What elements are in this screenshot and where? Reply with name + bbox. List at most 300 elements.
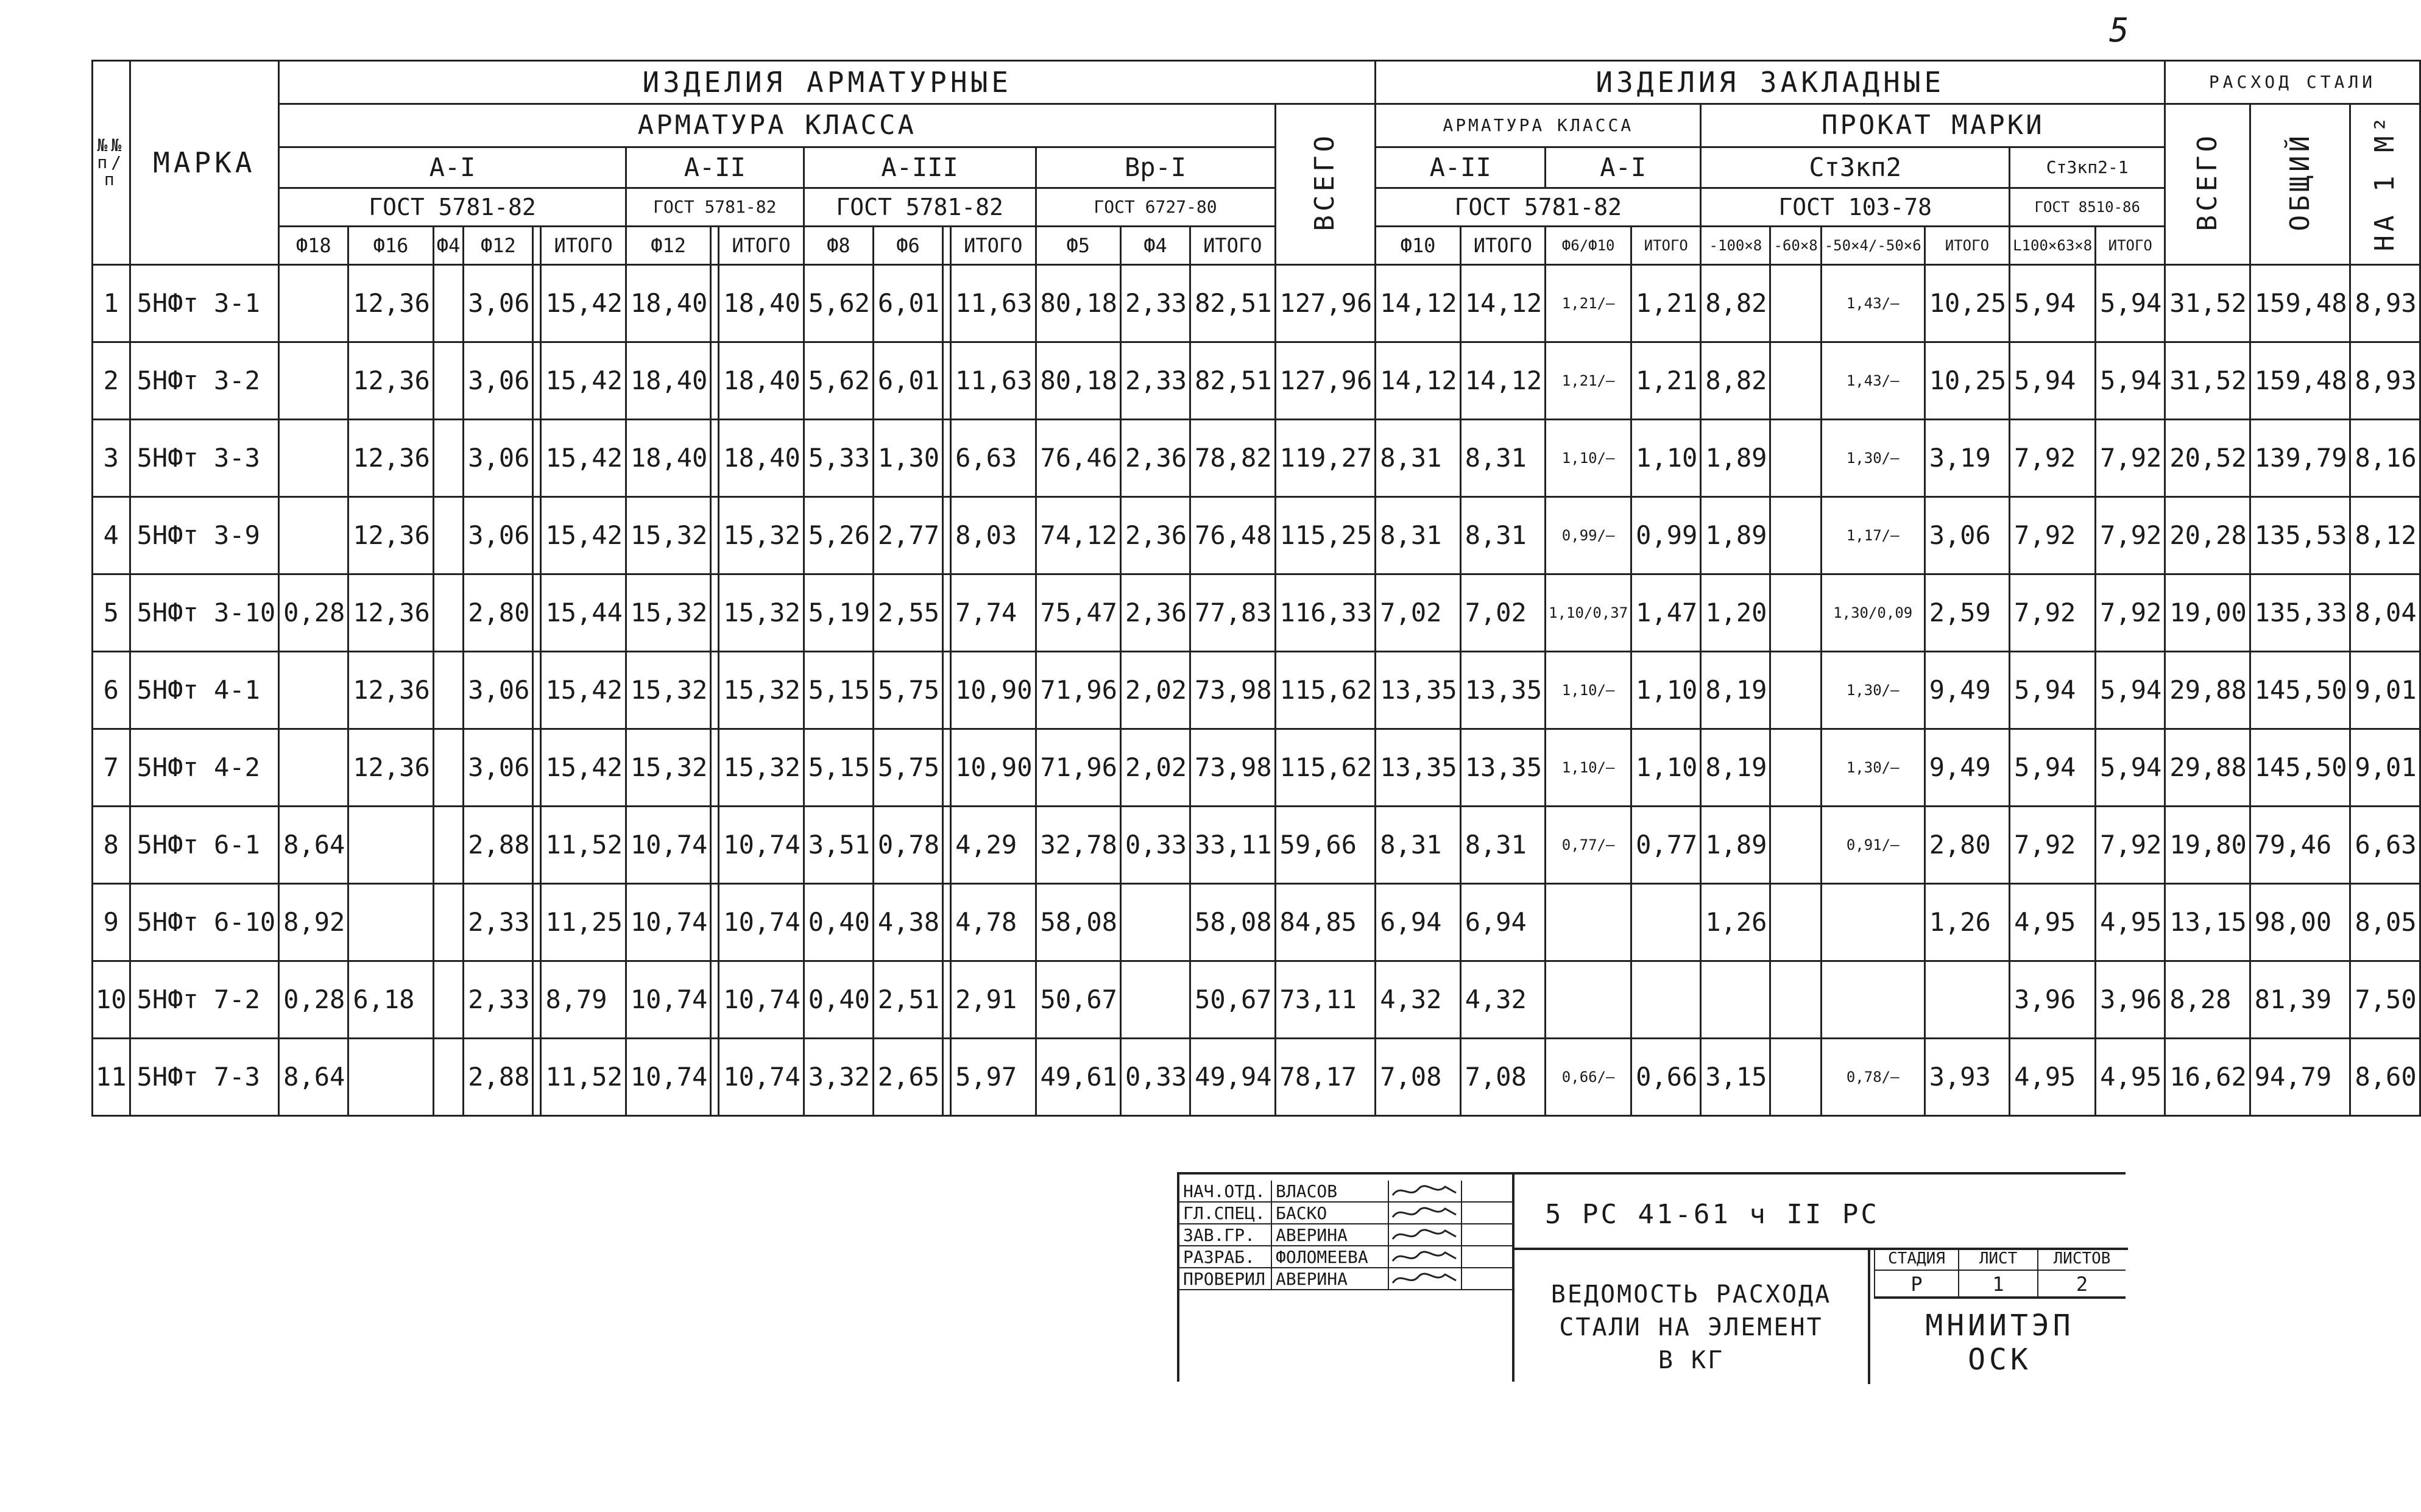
cell-a3 [943, 1039, 951, 1116]
cell-a3: 5,15 [804, 652, 873, 729]
signature-row [1179, 1203, 1514, 1224]
size-header: ИТОГО [2096, 227, 2165, 265]
cell-a3: 10,90 [951, 729, 1036, 807]
row-marka: 5НФт 7-3 [130, 1039, 279, 1116]
cell-a3: 4,38 [873, 884, 942, 961]
cell-st3kp21: 7,92 [2096, 807, 2165, 884]
cell-a1 [533, 729, 541, 807]
table-row [93, 265, 2420, 342]
cell-a1 [433, 420, 464, 497]
title-line: СТАЛИ НА ЭЛЕМЕНТ [1559, 1313, 1823, 1341]
cell-bp1: 76,46 [1036, 420, 1120, 497]
cell-st3kp2 [1770, 729, 1821, 807]
header-marka: МАРКА [130, 61, 279, 265]
signature-block [1179, 1175, 1514, 1382]
header-vsego-2-text: ВСЕГО [2191, 132, 2223, 231]
class-emb-a2: А-II [1376, 147, 1546, 188]
handwritten-signature [1388, 1181, 1462, 1203]
size-header: Ф12 [626, 227, 710, 265]
cell-bp1: 82,51 [1190, 342, 1275, 420]
cell-st3kp21: 5,94 [2010, 652, 2096, 729]
cell-vsego-2: 31,52 [2165, 342, 2250, 420]
cell-obshchiy: 79,46 [2250, 807, 2350, 884]
table-row [93, 652, 2420, 729]
cell-emb-a2: 14,12 [1376, 342, 1460, 420]
cell-a1: 3,06 [464, 420, 533, 497]
cell-a1 [533, 807, 541, 884]
cell-a1: 3,06 [464, 497, 533, 574]
cell-a1: 3,06 [464, 652, 533, 729]
cell-st3kp2 [1770, 497, 1821, 574]
cell-a1 [433, 1039, 464, 1116]
cell-st3kp21: 3,96 [2096, 961, 2165, 1039]
cell-bp1: 2,33 [1120, 265, 1190, 342]
row-number: 5 [93, 574, 130, 652]
row-number: 4 [93, 497, 130, 574]
gost-st3kp21: ГОСТ 8510-86 [2010, 188, 2165, 227]
cell-a3: 1,30 [873, 420, 942, 497]
signature-row [1179, 1224, 1514, 1246]
cell-vsego-2: 20,52 [2165, 420, 2250, 497]
cell-st3kp21: 5,94 [2096, 265, 2165, 342]
cell-st3kp2: 9,49 [1924, 729, 2009, 807]
cell-bp1: 2,02 [1120, 729, 1190, 807]
cell-a2: 10,74 [626, 884, 710, 961]
cell-st3kp2: 0,78/– [1821, 1039, 1924, 1116]
cell-st3kp2: 8,82 [1701, 265, 1770, 342]
class-st3kp2: Ст3кп2 [1701, 147, 2010, 188]
size-header [711, 227, 719, 265]
size-header: Ф18 [279, 227, 348, 265]
cell-emb-a2: 13,35 [1460, 652, 1545, 729]
cell-st3kp2 [1770, 342, 1821, 420]
cell-obshchiy: 145,50 [2250, 729, 2350, 807]
cell-vsego: 115,62 [1275, 729, 1376, 807]
cell-a3: 4,29 [951, 807, 1036, 884]
cell-bp1: 80,18 [1036, 342, 1120, 420]
signature-role: РАЗРАБ. [1183, 1247, 1256, 1267]
cell-bp1: 71,96 [1036, 729, 1120, 807]
cell-a1 [533, 884, 541, 961]
title-line: ВЕДОМОСТЬ РАСХОДА [1550, 1281, 1832, 1309]
cell-emb-a1: 0,66 [1631, 1039, 1701, 1116]
header-number: №№ п/п [93, 61, 130, 265]
cell-st3kp2: 3,06 [1924, 497, 2009, 574]
cell-bp1: 73,98 [1190, 652, 1275, 729]
size-header: Ф5 [1036, 227, 1120, 265]
cell-a1 [433, 961, 464, 1039]
size-header: L100×63×8 [2010, 227, 2096, 265]
size-header [943, 227, 951, 265]
cell-bp1: 2,36 [1120, 497, 1190, 574]
cell-a1: 15,42 [541, 420, 626, 497]
page-number: 5 [2109, 11, 2129, 49]
cell-st3kp2: 1,89 [1701, 807, 1770, 884]
steel-consumption-table [91, 60, 2421, 1117]
cell-a3: 6,01 [873, 342, 942, 420]
cell-a2: 15,32 [626, 652, 710, 729]
cell-a3: 0,40 [804, 961, 873, 1039]
cell-bp1: 75,47 [1036, 574, 1120, 652]
cell-a1: 8,79 [541, 961, 626, 1039]
cell-emb-a2: 7,08 [1376, 1039, 1460, 1116]
cell-a1: 11,25 [541, 884, 626, 961]
cell-st3kp2 [1770, 265, 1821, 342]
cell-st3kp2: 2,59 [1924, 574, 2009, 652]
class-a3: А-III [804, 147, 1036, 188]
cell-st3kp21: 5,94 [2010, 265, 2096, 342]
cell-a2 [711, 652, 719, 729]
cell-bp1: 32,78 [1036, 807, 1120, 884]
signature-row [1179, 1268, 1514, 1290]
cell-vsego-2: 31,52 [2165, 265, 2250, 342]
row-marka: 5НФт 6-1 [130, 807, 279, 884]
header-steel-consumption: РАСХОД СТАЛИ [2165, 61, 2420, 104]
organization-name [1874, 1309, 2126, 1377]
cell-a1 [433, 265, 464, 342]
cell-emb-a1: 0,99 [1631, 497, 1701, 574]
cell-a1: 3,06 [464, 265, 533, 342]
org-line: ОСК [1968, 1343, 2032, 1377]
cell-a2: 18,40 [719, 420, 804, 497]
cell-st3kp2 [1770, 420, 1821, 497]
cell-a2 [711, 961, 719, 1039]
signature-role: ПРОВЕРИЛ [1183, 1269, 1265, 1289]
cell-vsego-2: 29,88 [2165, 652, 2250, 729]
handwritten-signature [1388, 1246, 1462, 1268]
size-header: ИТОГО [1460, 227, 1545, 265]
header-obshchiy-text: ОБЩИЙ [2284, 132, 2316, 231]
cell-bp1: 2,33 [1120, 342, 1190, 420]
cell-a1: 2,33 [464, 884, 533, 961]
cell-emb-a1: 0,99/– [1546, 497, 1631, 574]
cell-emb-a2: 6,94 [1376, 884, 1460, 961]
cell-a1 [279, 420, 348, 497]
row-number: 8 [93, 807, 130, 884]
cell-na-m2: 8,93 [2350, 265, 2420, 342]
cell-a3 [943, 807, 951, 884]
cell-vsego: 115,25 [1275, 497, 1376, 574]
cell-a3: 2,55 [873, 574, 942, 652]
cell-st3kp21: 7,92 [2010, 574, 2096, 652]
cell-emb-a2: 8,31 [1460, 497, 1545, 574]
cell-st3kp2: 1,20 [1701, 574, 1770, 652]
row-marka: 5НФт 4-1 [130, 652, 279, 729]
cell-obshchiy: 135,33 [2250, 574, 2350, 652]
cell-st3kp2: 10,25 [1924, 342, 2009, 420]
cell-a1 [433, 574, 464, 652]
cell-a1: 12,36 [348, 652, 433, 729]
cell-a2: 15,32 [626, 729, 710, 807]
cell-a2: 10,74 [719, 1039, 804, 1116]
cell-emb-a1: 0,66/– [1546, 1039, 1631, 1116]
size-header: -100×8 [1701, 227, 1770, 265]
cell-emb-a1: 1,21/– [1546, 265, 1631, 342]
size-header: Ф6/Ф10 [1546, 227, 1631, 265]
row-number: 6 [93, 652, 130, 729]
cell-bp1: 58,08 [1036, 884, 1120, 961]
class-emb-a1: А-I [1546, 147, 1701, 188]
cell-bp1: 76,48 [1190, 497, 1275, 574]
cell-a2 [711, 807, 719, 884]
cell-a2: 15,32 [719, 652, 804, 729]
cell-na-m2: 8,12 [2350, 497, 2420, 574]
cell-a3: 5,75 [873, 652, 942, 729]
cell-st3kp2 [1701, 961, 1770, 1039]
cell-a3: 7,74 [951, 574, 1036, 652]
cell-a3 [943, 652, 951, 729]
cell-a2: 10,74 [719, 884, 804, 961]
cell-bp1: 2,02 [1120, 652, 1190, 729]
cell-emb-a2: 14,12 [1460, 342, 1545, 420]
cell-a1 [279, 729, 348, 807]
row-marka: 5НФт 3-9 [130, 497, 279, 574]
cell-emb-a2: 13,35 [1376, 652, 1460, 729]
cell-a1: 12,36 [348, 497, 433, 574]
sheet-value: 1 [1992, 1273, 2004, 1296]
row-marka: 5НФт 4-2 [130, 729, 279, 807]
cell-st3kp21: 5,94 [2010, 342, 2096, 420]
cell-emb-a1: 1,10/– [1546, 420, 1631, 497]
cell-a3 [943, 265, 951, 342]
cell-a1 [348, 1039, 433, 1116]
cell-vsego: 119,27 [1275, 420, 1376, 497]
cell-a2: 15,32 [626, 497, 710, 574]
handwritten-signature [1388, 1224, 1462, 1246]
row-number: 1 [93, 265, 130, 342]
cell-st3kp2: 1,30/– [1821, 420, 1924, 497]
header-vsego [1275, 104, 1376, 265]
cell-st3kp21: 5,94 [2096, 729, 2165, 807]
size-header: Ф4 [433, 227, 464, 265]
cell-vsego: 59,66 [1275, 807, 1376, 884]
cell-vsego-2: 20,28 [2165, 497, 2250, 574]
cell-a1 [533, 1039, 541, 1116]
cell-obshchiy: 159,48 [2250, 342, 2350, 420]
cell-bp1: 80,18 [1036, 265, 1120, 342]
row-marka: 5НФт 7-2 [130, 961, 279, 1039]
cell-vsego-2: 8,28 [2165, 961, 2250, 1039]
signature-row [1179, 1181, 1514, 1203]
stage-value: Р [1910, 1273, 1923, 1296]
row-marka: 5НФт 6-10 [130, 884, 279, 961]
cell-a3: 5,62 [804, 342, 873, 420]
cell-na-m2: 8,16 [2350, 420, 2420, 497]
header-row [93, 227, 2420, 265]
signature-role: ГЛ.СПЕЦ. [1183, 1203, 1265, 1223]
cell-a1: 12,36 [348, 342, 433, 420]
cell-a3 [943, 497, 951, 574]
cell-bp1: 77,83 [1190, 574, 1275, 652]
cell-a3: 5,15 [804, 729, 873, 807]
cell-obshchiy: 94,79 [2250, 1039, 2350, 1116]
cell-emb-a1: 1,21 [1631, 342, 1701, 420]
size-header: Ф6 [873, 227, 942, 265]
cell-a1 [433, 807, 464, 884]
cell-emb-a1 [1546, 961, 1631, 1039]
cell-a1 [533, 265, 541, 342]
cell-st3kp2: 2,80 [1924, 807, 2009, 884]
cell-emb-a1 [1631, 961, 1701, 1039]
cell-st3kp21: 5,94 [2096, 342, 2165, 420]
signature-date [1461, 1181, 1516, 1203]
cell-a3: 10,90 [951, 652, 1036, 729]
size-header: ИТОГО [1631, 227, 1701, 265]
cell-emb-a2: 7,02 [1376, 574, 1460, 652]
cell-emb-a2: 14,12 [1376, 265, 1460, 342]
cell-a2: 10,74 [719, 807, 804, 884]
cell-a2 [711, 1039, 719, 1116]
signature-date [1461, 1268, 1516, 1290]
cell-a1 [433, 729, 464, 807]
cell-a2: 15,32 [719, 497, 804, 574]
cell-a1: 0,28 [279, 574, 348, 652]
document-title [1521, 1278, 1862, 1377]
cell-a2: 15,32 [719, 574, 804, 652]
table-row [93, 420, 2420, 497]
row-marka: 5НФт 3-10 [130, 574, 279, 652]
cell-st3kp2: 8,19 [1701, 652, 1770, 729]
cell-bp1: 2,36 [1120, 574, 1190, 652]
cell-a1: 15,42 [541, 652, 626, 729]
cell-emb-a1: 1,21 [1631, 265, 1701, 342]
cell-a3 [943, 729, 951, 807]
size-header: Ф10 [1376, 227, 1460, 265]
header-na-m2-text: НА 1 М² [2369, 112, 2401, 252]
header-emb-armature-class: АРМАТУРА КЛАССА [1376, 104, 1701, 147]
signature-name: БАСКО [1271, 1203, 1389, 1224]
cell-a1 [533, 652, 541, 729]
cell-a1: 12,36 [348, 574, 433, 652]
handwritten-signature [1388, 1203, 1462, 1224]
cell-st3kp21: 4,95 [2010, 884, 2096, 961]
cell-a3 [943, 884, 951, 961]
cell-st3kp2: 1,89 [1701, 420, 1770, 497]
cell-a1 [279, 342, 348, 420]
cell-a3 [943, 961, 951, 1039]
gost-emb-arm: ГОСТ 5781-82 [1376, 188, 1701, 227]
org-line: МНИИТЭП [1925, 1309, 2074, 1343]
cell-a1 [533, 574, 541, 652]
cell-bp1: 49,61 [1036, 1039, 1120, 1116]
cell-a1: 2,88 [464, 1039, 533, 1116]
cell-bp1: 78,82 [1190, 420, 1275, 497]
cell-st3kp21: 4,95 [2096, 884, 2165, 961]
gost-a2: ГОСТ 5781-82 [626, 188, 804, 227]
cell-na-m2: 9,01 [2350, 652, 2420, 729]
signature-date [1461, 1246, 1516, 1268]
cell-a1: 15,42 [541, 265, 626, 342]
signature-date [1461, 1224, 1516, 1246]
table-row [93, 884, 2420, 961]
cell-bp1: 74,12 [1036, 497, 1120, 574]
cell-bp1: 50,67 [1036, 961, 1120, 1039]
cell-a3: 4,78 [951, 884, 1036, 961]
signature-row [1179, 1246, 1514, 1268]
cell-st3kp21: 5,94 [2010, 729, 2096, 807]
header-vsego-text: ВСЕГО [1309, 132, 1341, 231]
cell-a1: 15,42 [541, 497, 626, 574]
cell-obshchiy: 81,39 [2250, 961, 2350, 1039]
cell-emb-a1: 1,47 [1631, 574, 1701, 652]
cell-a2 [711, 729, 719, 807]
cell-a3: 11,63 [951, 342, 1036, 420]
cell-st3kp2: 3,19 [1924, 420, 2009, 497]
gost-st3kp2: ГОСТ 103-78 [1701, 188, 2010, 227]
cell-emb-a1 [1546, 884, 1631, 961]
cell-a2 [711, 342, 719, 420]
cell-a2: 18,40 [626, 265, 710, 342]
cell-emb-a1: 1,10 [1631, 729, 1701, 807]
cell-vsego-2: 16,62 [2165, 1039, 2250, 1116]
cell-bp1 [1120, 961, 1190, 1039]
header-row [93, 147, 2420, 188]
cell-a1 [533, 961, 541, 1039]
gost-a3: ГОСТ 5781-82 [804, 188, 1036, 227]
cell-vsego-2: 29,88 [2165, 729, 2250, 807]
cell-st3kp2 [1821, 884, 1924, 961]
row-marka: 5НФт 3-1 [130, 265, 279, 342]
cell-a3: 2,65 [873, 1039, 942, 1116]
row-marka: 5НФт 3-2 [130, 342, 279, 420]
cell-emb-a2: 8,31 [1460, 807, 1545, 884]
cell-a3: 0,78 [873, 807, 942, 884]
cell-a1: 15,42 [541, 729, 626, 807]
cell-a3: 2,51 [873, 961, 942, 1039]
cell-a3: 5,19 [804, 574, 873, 652]
cell-na-m2: 8,04 [2350, 574, 2420, 652]
header-prokat: ПРОКАТ МАРКИ [1701, 104, 2165, 147]
cell-a1: 8,64 [279, 1039, 348, 1116]
header-arm-products: ИЗДЕЛИЯ АРМАТУРНЫЕ [279, 61, 1376, 104]
row-number: 3 [93, 420, 130, 497]
cell-emb-a2: 8,31 [1376, 497, 1460, 574]
cell-st3kp2: 1,26 [1924, 884, 2009, 961]
cell-vsego: 116,33 [1275, 574, 1376, 652]
cell-a3: 5,75 [873, 729, 942, 807]
sheets-cell [2037, 1248, 2126, 1299]
cell-a3: 5,97 [951, 1039, 1036, 1116]
table-row [93, 497, 2420, 574]
row-number: 11 [93, 1039, 130, 1116]
document-code: 5 РС 41-61 ч II РС [1545, 1199, 1879, 1230]
cell-st3kp2: 3,15 [1701, 1039, 1770, 1116]
cell-a3 [943, 342, 951, 420]
cell-st3kp21: 5,94 [2096, 652, 2165, 729]
cell-st3kp21: 7,92 [2010, 497, 2096, 574]
gost-a1: ГОСТ 5781-82 [279, 188, 626, 227]
sheet-label: ЛИСТ [1959, 1248, 2037, 1271]
cell-na-m2: 8,60 [2350, 1039, 2420, 1116]
cell-bp1: 0,33 [1120, 807, 1190, 884]
class-bp1: Вр-I [1036, 147, 1275, 188]
cell-st3kp2 [1770, 884, 1821, 961]
size-header: ИТОГО [1924, 227, 2009, 265]
cell-vsego-2: 19,00 [2165, 574, 2250, 652]
table-row [93, 342, 2420, 420]
cell-a1: 6,18 [348, 961, 433, 1039]
cell-a1 [348, 807, 433, 884]
cell-emb-a2: 8,31 [1376, 420, 1460, 497]
cell-st3kp2: 1,17/– [1821, 497, 1924, 574]
gost-bp1: ГОСТ 6727-80 [1036, 188, 1275, 227]
cell-a1 [279, 497, 348, 574]
size-header: Ф8 [804, 227, 873, 265]
sheet-cell [1958, 1248, 2037, 1299]
cell-a2: 10,74 [626, 807, 710, 884]
table-row [93, 729, 2420, 807]
title-line: В КГ [1658, 1346, 1725, 1374]
